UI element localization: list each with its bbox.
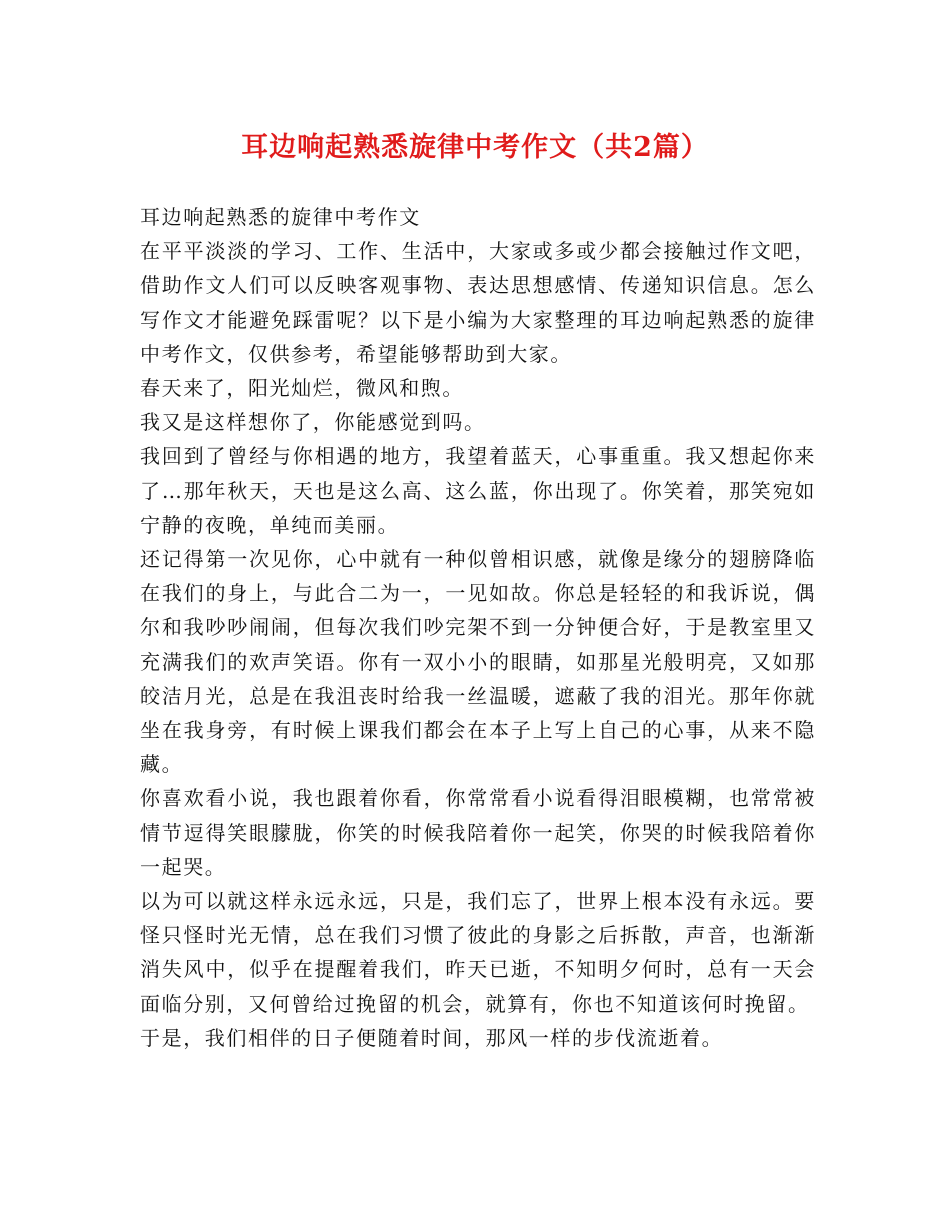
paragraph: 在平平淡淡的学习、工作、生活中，大家或多或少都会接触过作文吧，借助作文人们可以反映客观事物、表达思想感情、传递知识信息。怎么写作文才能避免踩雷呢？以下是小编为大家整理的耳边响起熟悉的旋律中考作文，仅供参考，希望能够帮助到大家。 [140,239,816,366]
paragraph: 还记得第一次见你，心中就有一种似曾相识感，就像是缘分的翅膀降临在我们的身上，与此合二为一，一见如故。你总是轻轻的和我诉说，偶尔和我吵吵闹闹，但每次我们吵完架不到一分钟便合好，于是教室里又充满我们的欢声笑语。你有一双小小的眼睛，如那星光般明亮，又如那皎洁月光，总是在我沮丧时给我一丝温暖，遮蔽了我的泪光。那年你就坐在我身旁，有时候上课我们都会在本子上写上自己的心事，从来不隐藏。 [140,547,816,777]
document-body [140,200,816,1055]
document-title: 耳边响起熟悉旋律中考作文（共2篇） [241,132,709,163]
paragraph: 于是，我们相伴的日子便随着时间，那风一样的步伐流逝着。 [140,1025,724,1050]
paragraph: 春天来了，阳光灿烂，微风和煦。 [140,376,464,401]
paragraph-subtitle: 耳边响起熟悉的旋律中考作文 [140,205,421,229]
paragraph: 我又是这样想你了，你能感觉到吗。 [140,410,486,435]
paragraph: 以为可以就这样永远永远，只是，我们忘了，世界上根本没有永远。要怪只怪时光无情，总在我们习惯了彼此的身影之后拆散，声音，也渐渐消失风中，似乎在提醒着我们，昨天已逝，不知明夕何时，总有一天会面临分别，又何曾给过挽留的机会，就算有，你也不知道该何时挽留。 [140,889,816,1016]
paragraph: 我回到了曾经与你相遇的地方，我望着蓝天，心事重重。我又想起你来了…那年秋天，天也是这么高、这么蓝，你出现了。你笑着，那笑宛如宁静的夜晚，单纯而美丽。 [140,444,816,537]
paragraph: 你喜欢看小说，我也跟着你看，你常常看小说看得泪眼模糊，也常常被情节逗得笑眼朦胧，你笑的时候我陪着你一起笑，你哭的时候我陪着你一起哭。 [140,786,816,879]
